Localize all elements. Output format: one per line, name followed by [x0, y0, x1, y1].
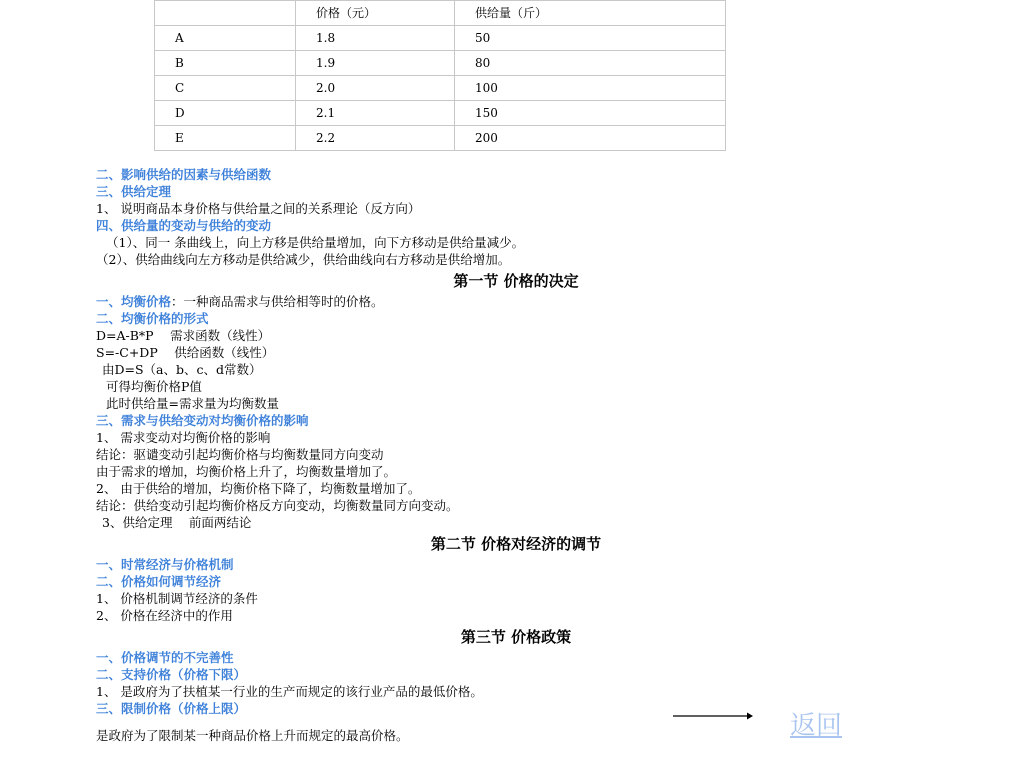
text-line: 由D=S（a、b、c、d常数） — [102, 362, 262, 377]
table-header-cell: 供给量（斤） — [455, 1, 726, 26]
table-cell: 100 — [455, 76, 726, 101]
text-line: 2、 价格在经济中的作用 — [96, 608, 233, 623]
text-line: 由于需求的增加，均衡价格上升了，均衡数量增加了。 — [96, 464, 397, 479]
section-heading: 三、供给定理 — [96, 184, 172, 199]
table-cell: A — [155, 26, 296, 51]
table-row — [155, 126, 726, 151]
text-line: 1、 需求变动对均衡价格的影响 — [96, 430, 271, 445]
section-heading: 三、需求与供给变动对均衡价格的影响 — [96, 413, 309, 428]
chapter-title: 第一节 价格的决定 — [453, 272, 579, 290]
text-line: （2）、供给曲线向左方移动是供给减少，供给曲线向右方移动是供给增加。 — [96, 252, 511, 267]
section-heading: 一、时常经济与价格机制 — [96, 557, 234, 572]
supply-table — [154, 0, 726, 151]
text-line: 1、 价格机制调节经济的条件 — [96, 591, 258, 606]
section-heading: 三、限制价格（价格上限） — [96, 701, 247, 716]
table-cell: 2.1 — [296, 101, 455, 126]
chapter-title: 第三节 价格政策 — [460, 628, 572, 646]
table-cell: 50 — [455, 26, 726, 51]
section-heading: 四、供给量的变动与供给的变动 — [96, 218, 272, 233]
section-heading: 二、价格如何调节经济 — [96, 574, 222, 589]
text-line: 可得均衡价格P值 — [106, 379, 202, 394]
text-line: 3、供给定理 前面两结论 — [102, 515, 252, 530]
text-line: （1）、同一 条曲线上，向上方移是供给量增加，向下方移动是供给量减少。 — [106, 235, 525, 250]
table-cell: E — [155, 126, 296, 151]
text-line: 结论：驱谴变动引起均衡价格与均衡数量同方向变动 — [96, 447, 384, 462]
table-header-cell — [155, 1, 296, 26]
text-line — [96, 293, 936, 310]
text-line: 2、 由于供给的增加，均衡价格下降了，均衡数量增加了。 — [96, 481, 421, 496]
text-line: 1、 是政府为了扶植某一行业的生产而规定的该行业产品的最低价格。 — [96, 684, 483, 699]
table-cell: B — [155, 51, 296, 76]
text-line: 是政府为了限制某一种商品价格上升而规定的最高价格。 — [96, 728, 409, 743]
lecture-notes — [96, 166, 936, 744]
term-definition: ：一种商品需求与供给相等时的价格。 — [171, 294, 384, 309]
table-cell: 1.9 — [296, 51, 455, 76]
section-heading: 一、价格调节的不完善性 — [96, 650, 234, 665]
table-cell: D — [155, 101, 296, 126]
table-cell: 150 — [455, 101, 726, 126]
table-cell: 80 — [455, 51, 726, 76]
back-link[interactable]: 返回 — [790, 711, 843, 741]
text-line: 此时供给量=需求量为均衡数量 — [106, 396, 279, 411]
table-header-row — [155, 1, 726, 26]
table-header-cell: 价格（元） — [296, 1, 455, 26]
table-row — [155, 101, 726, 126]
text-line: 1、 说明商品本身价格与供给量之间的关系理论（反方向） — [96, 201, 421, 216]
table-row — [155, 26, 726, 51]
section-heading: 二、支持价格（价格下限） — [96, 667, 247, 682]
formula-line: S=-C+DP 供给函数（线性） — [96, 345, 275, 360]
table-cell: 1.8 — [296, 26, 455, 51]
table-cell: 200 — [455, 126, 726, 151]
table-row — [155, 51, 726, 76]
text-line: 结论：供给变动引起均衡价格反方向变动，均衡数量同方向变动。 — [96, 498, 459, 513]
section-heading: 二、影响供给的因素与供给函数 — [96, 167, 272, 182]
table-row — [155, 76, 726, 101]
term-label: 一、均衡价格 — [96, 294, 172, 309]
table-cell: 2.0 — [296, 76, 455, 101]
chapter-title: 第二节 价格对经济的调节 — [430, 535, 602, 553]
table-cell: C — [155, 76, 296, 101]
formula-line: D=A-B*P 需求函数（线性） — [96, 328, 271, 343]
arrow-right-icon — [673, 711, 753, 721]
table-cell: 2.2 — [296, 126, 455, 151]
section-heading: 二、均衡价格的形式 — [96, 311, 209, 326]
